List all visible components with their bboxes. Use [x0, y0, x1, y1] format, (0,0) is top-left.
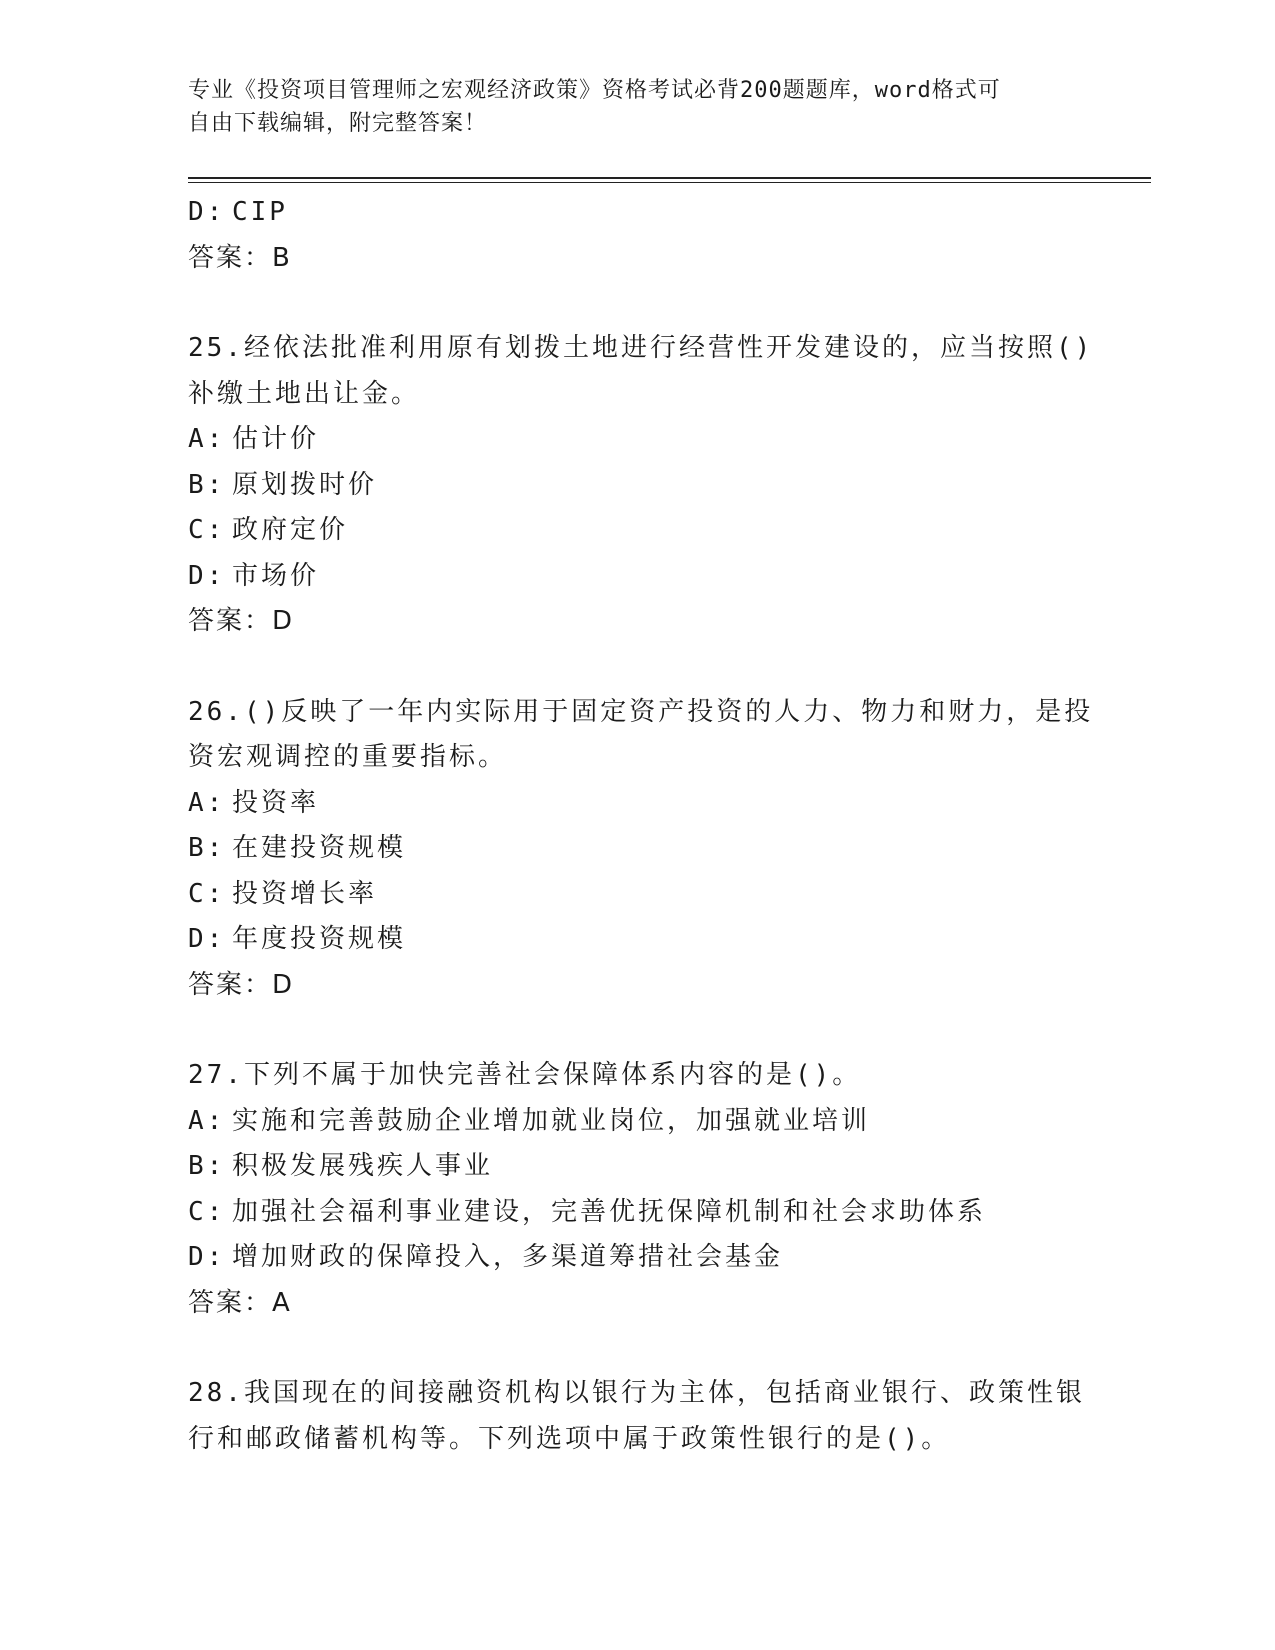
option-c	[188, 508, 1088, 554]
question-27	[188, 1053, 1088, 1326]
question-text-line: 26.()反映了一年内实际用于固定资产投资的人力、物力和财力，是投	[188, 696, 1094, 727]
spacer	[188, 1008, 1088, 1053]
prev-answer: 答案：B	[188, 242, 292, 273]
option-text: CIP	[232, 197, 288, 227]
option-text: 市场价	[232, 560, 320, 591]
header-line-2: 自由下载编辑，附完整答案！	[188, 111, 488, 136]
spacer	[188, 281, 1088, 326]
answer: 答案：D	[188, 969, 295, 1000]
option-key: D:	[188, 560, 226, 591]
option-b	[188, 826, 1088, 872]
answer: 答案：D	[188, 606, 295, 636]
option-text: 投资增长率	[232, 878, 378, 909]
option-d	[188, 917, 1088, 963]
option-a	[188, 781, 1088, 827]
option-text: 积极发展残疾人事业	[232, 1151, 494, 1181]
option-text: 投资率	[232, 787, 320, 818]
prev-option-d	[188, 190, 1088, 236]
option-key: A:	[188, 1105, 226, 1136]
question-text-line: 补缴土地出让金。	[188, 378, 421, 409]
header-rule-thick	[188, 177, 1151, 179]
option-key: D:	[188, 1242, 226, 1272]
option-text: 在建投资规模	[232, 833, 407, 863]
option-text: 年度投资规模	[232, 924, 407, 954]
page-header	[188, 74, 1088, 140]
option-key: A:	[188, 787, 226, 818]
spacer	[188, 645, 1088, 690]
question-26	[188, 690, 1094, 1009]
option-key: B:	[188, 469, 226, 500]
option-a	[188, 1099, 1088, 1145]
option-text: 增加财政的保障投入，多渠道筹措社会基金	[232, 1242, 784, 1272]
question-25	[188, 326, 1094, 645]
option-text: 估计价	[232, 424, 320, 454]
option-key: B:	[188, 1151, 226, 1181]
question-28	[188, 1371, 1088, 1462]
option-key: D:	[188, 924, 226, 954]
option-key: D:	[188, 197, 226, 227]
answer: 答案：A	[188, 1287, 292, 1318]
header-line-1: 专业《投资项目管理师之宏观经济政策》资格考试必背200题题库，word格式可	[188, 78, 1001, 103]
option-c	[188, 872, 1088, 918]
option-text: 原划拨时价	[232, 469, 378, 500]
option-b	[188, 1144, 1088, 1190]
option-d	[188, 554, 1088, 600]
option-a	[188, 417, 1088, 463]
option-text: 政府定价	[232, 515, 349, 545]
question-content	[188, 190, 1094, 1462]
option-b	[188, 463, 1088, 509]
option-key: C:	[188, 878, 226, 909]
question-text-line: 28.我国现在的间接融资机构以银行为主体，包括商业银行、政策性银	[188, 1378, 1085, 1408]
option-key: C:	[188, 1196, 226, 1227]
question-text-line: 25.经依法批准利用原有划拨土地进行经营性开发建设的，应当按照()	[188, 333, 1094, 363]
question-text-line: 行和邮政储蓄机构等。下列选项中属于政策性银行的是()。	[188, 1423, 951, 1454]
option-key: B:	[188, 833, 226, 863]
option-c	[188, 1190, 1088, 1236]
option-key: A:	[188, 424, 226, 454]
question-text-line: 27.下列不属于加快完善社会保障体系内容的是()。	[188, 1060, 862, 1090]
option-text: 加强社会福利事业建设，完善优抚保障机制和社会求助体系	[232, 1196, 987, 1227]
header-rule-thin	[188, 182, 1151, 183]
question-text-line: 资宏观调控的重要指标。	[188, 742, 508, 772]
option-d	[188, 1235, 1088, 1281]
spacer	[188, 1326, 1088, 1371]
option-key: C:	[188, 515, 226, 545]
option-text: 实施和完善鼓励企业增加就业岗位，加强就业培训	[232, 1105, 871, 1136]
